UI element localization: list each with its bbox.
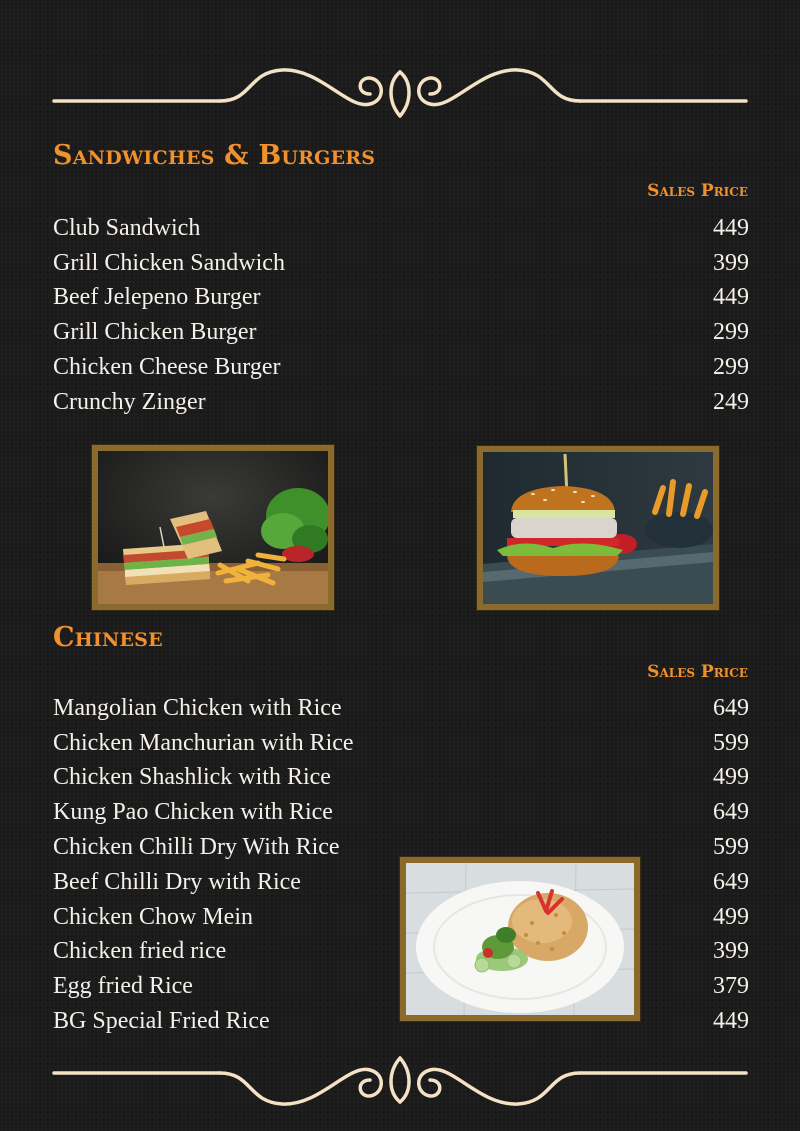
menu-item-name: Grill Chicken Burger	[53, 319, 257, 346]
menu-item-price: 599	[713, 834, 749, 861]
menu-item-price: 379	[713, 973, 749, 1000]
menu-item-name: Egg fried Rice	[53, 973, 193, 1000]
menu-item-price: 299	[713, 354, 749, 381]
menu-item	[53, 211, 749, 246]
menu-item	[53, 726, 749, 761]
menu-item-name: Beef Chilli Dry with Rice	[53, 868, 301, 895]
menu-item-price: 649	[713, 694, 749, 721]
menu-item-price: 249	[713, 388, 749, 415]
menu-item-price: 449	[713, 284, 749, 311]
menu-item-name: Chicken fried rice	[53, 938, 227, 965]
price-header-sandwiches: Sales Price	[647, 181, 748, 201]
menu-item	[53, 315, 749, 350]
menu-item-name: Grill Chicken Sandwich	[53, 249, 285, 276]
menu-item	[53, 246, 749, 281]
menu-item-name: Beef Jelepeno Burger	[53, 284, 261, 311]
menu-item-price: 649	[713, 799, 749, 826]
menu-item-name: Club Sandwich	[53, 214, 201, 241]
section-title-chinese: Chinese	[53, 622, 163, 653]
menu-item-name: Chicken Shashlick with Rice	[53, 764, 331, 791]
menu-item	[53, 795, 749, 830]
menu-item-price: 449	[713, 214, 749, 241]
menu-item-price: 399	[713, 938, 749, 965]
menu-item-name: Crunchy Zinger	[53, 388, 206, 415]
menu-item-price: 499	[713, 764, 749, 791]
menu-item	[53, 385, 749, 420]
menu-item-price: 299	[713, 319, 749, 346]
section-title-sandwiches-burgers: Sandwiches & Burgers	[53, 140, 376, 171]
menu-item	[53, 350, 749, 385]
menu-item-price: 649	[713, 868, 749, 895]
menu-item-price: 449	[713, 1008, 749, 1035]
menu-item-name: Chicken Manchurian with Rice	[53, 729, 354, 756]
menu-item-name: Chicken Cheese Burger	[53, 354, 281, 381]
photo-burger	[477, 446, 719, 610]
menu-item-name: Chicken Chilli Dry With Rice	[53, 834, 340, 861]
menu-item	[53, 281, 749, 316]
photo-fried-rice	[400, 857, 640, 1021]
photo-club-sandwich	[92, 445, 334, 610]
menu-item-name: Mangolian Chicken with Rice	[53, 694, 342, 721]
menu-item-name: Chicken Chow Mein	[53, 903, 253, 930]
menu-item-name: Kung Pao Chicken with Rice	[53, 799, 333, 826]
bottom-ornament-divider	[52, 1050, 748, 1110]
menu-item-price: 399	[713, 249, 749, 276]
menu-list-sandwiches-burgers	[53, 211, 749, 420]
menu-item-price: 499	[713, 903, 749, 930]
menu-item-name: BG Special Fried Rice	[53, 1008, 270, 1035]
top-ornament-divider	[52, 64, 748, 124]
menu-item-price: 599	[713, 729, 749, 756]
menu-item	[53, 691, 749, 726]
price-header-chinese: Sales Price	[647, 662, 748, 682]
menu-item	[53, 761, 749, 796]
